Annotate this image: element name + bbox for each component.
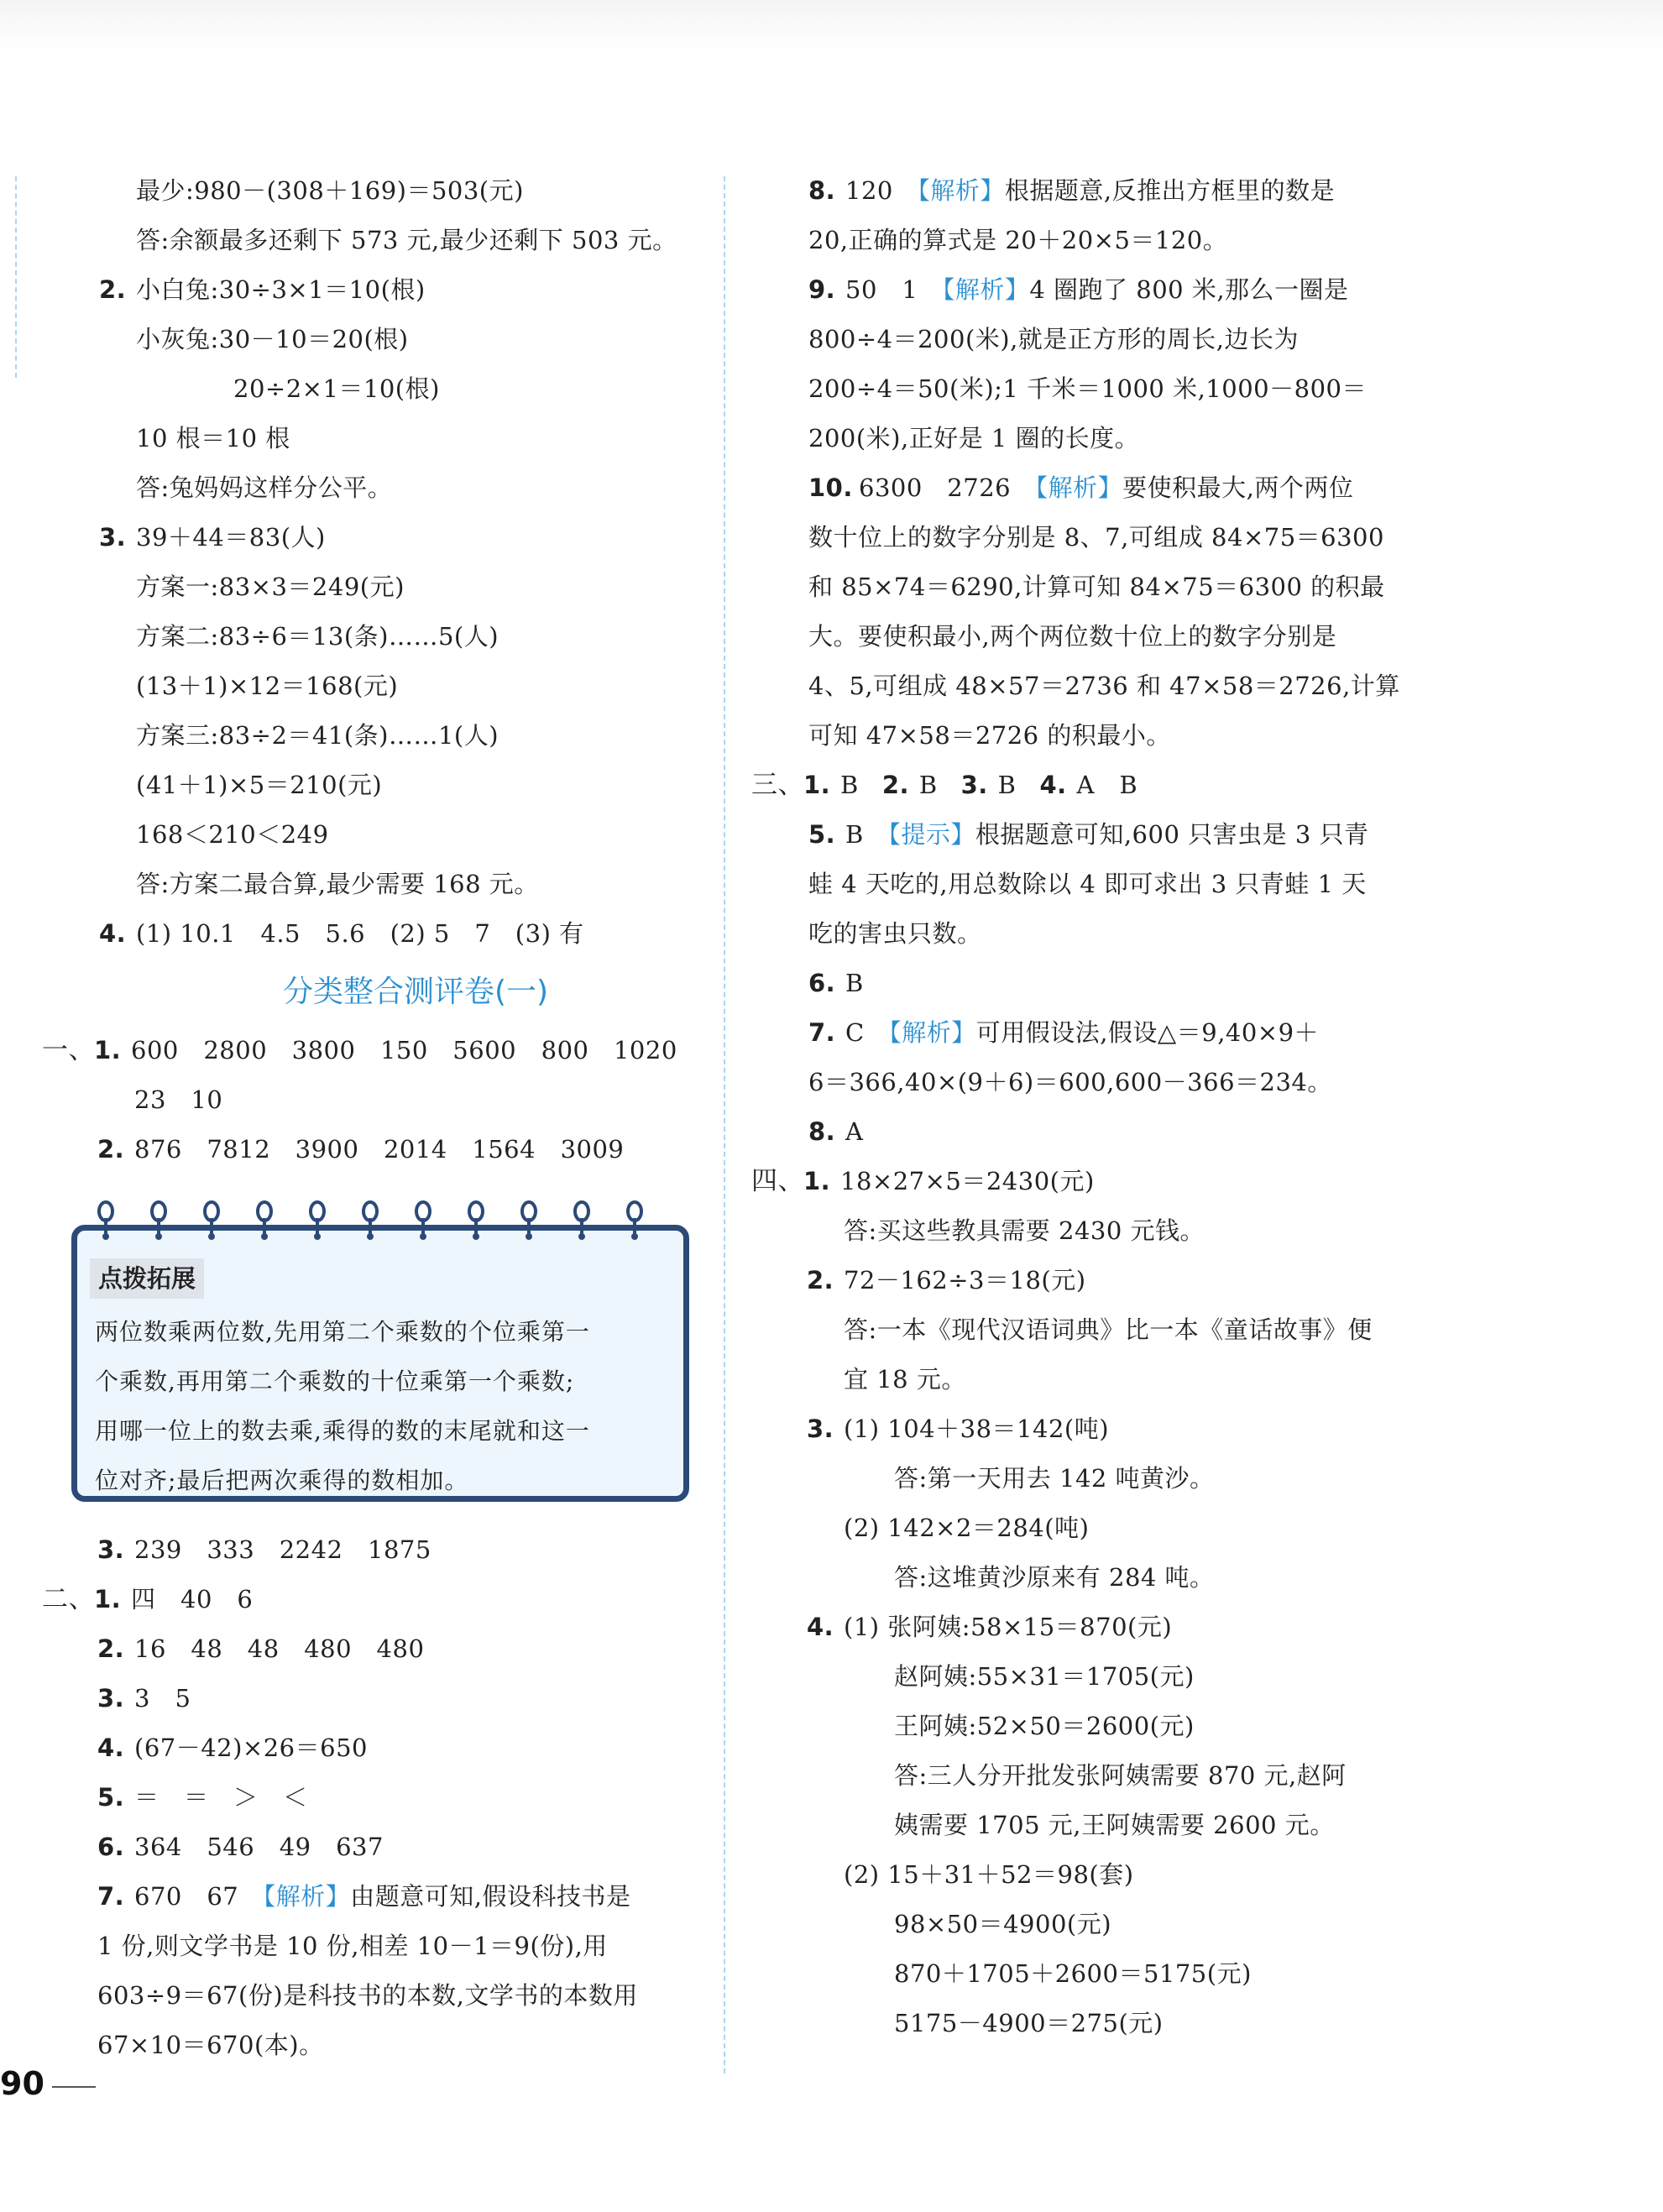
item-answer: B [845, 820, 889, 849]
answer-item-2 [42, 265, 705, 315]
item-number: 7. [97, 1882, 125, 1911]
column-divider [724, 176, 725, 2073]
item-answer: 670 67 [134, 1882, 264, 1911]
text-line: 答:一本《现代汉语词典》比一本《童话故事》便 [844, 1315, 1373, 1344]
section-label: 二、 [42, 1584, 95, 1614]
notebook-ring-icon [573, 1200, 591, 1242]
item-text: 根据题意,反推出方框里的数是 [1004, 176, 1336, 205]
answer-item-8 [751, 166, 1423, 216]
section-1-item-2 [42, 1125, 705, 1174]
notebook-ring-icon [202, 1200, 221, 1242]
page-number-rule [52, 2086, 96, 2088]
item-number: 2. [881, 771, 910, 799]
text-line: 答:兔妈妈这样分公平。 [136, 473, 393, 502]
text-line: 方案三:83÷2＝41(条)……1(人) [136, 721, 499, 750]
item-text: 4 圈跑了 800 米,那么一圈是 [1029, 275, 1349, 304]
text-line: 603÷9＝67(份)是科技书的本数,文学书的本数用 [97, 1981, 638, 2010]
section-2-item-7 [42, 1872, 705, 1922]
item-text: ＝ ＝ ＞ ＜ [134, 1783, 308, 1812]
item-number: 4. [807, 1613, 834, 1641]
item-text: (1) 10.1 4.5 5.6 (2) 5 7 (3) 有 [136, 919, 584, 948]
text-line: 大。要使积最小,两个两位数十位上的数字分别是 [808, 622, 1337, 651]
item-text: 3 5 [134, 1684, 191, 1713]
section-3-item-7 [751, 1008, 1423, 1058]
item-answer: 6300 2726 [859, 473, 1036, 502]
notebook-ring-icon [97, 1200, 115, 1242]
text-line: 方案一:83×3＝249(元) [136, 573, 405, 601]
section-2-item-4 [42, 1723, 705, 1773]
item-text: A [845, 1117, 864, 1146]
notebook-ring-icon [625, 1200, 644, 1242]
section-3-item-8 [751, 1107, 1423, 1157]
notebook-rings [97, 1200, 676, 1250]
item-text: 72－162÷3＝18(元) [844, 1266, 1086, 1294]
item-text: 由题意可知,假设科技书是 [350, 1882, 631, 1911]
item-answer: C [845, 1018, 890, 1047]
text-line: 吃的害虫只数。 [808, 919, 982, 948]
answer-item-9 [751, 265, 1423, 315]
text-line: 98×50＝4900(元) [894, 1910, 1112, 1938]
section-3-item-5 [751, 810, 1423, 860]
item-text: A B [1076, 771, 1138, 799]
text-line: 23 10 [134, 1085, 223, 1114]
item-text: 根据题意可知,600 只害虫是 3 只青 [975, 820, 1369, 849]
text-line: (2) 15＋31＋52＝98(套) [844, 1860, 1134, 1889]
item-text: (1) 张阿姨:58×15＝870(元) [844, 1613, 1173, 1641]
item-text: 364 546 49 637 [134, 1833, 384, 1861]
text-line: 答:方案二最合算,最少需要 168 元。 [136, 870, 539, 898]
text-line: 答:这堆黄沙原来有 284 吨。 [894, 1563, 1215, 1592]
top-shade [0, 0, 1663, 50]
item-text: (67－42)×26＝650 [134, 1734, 368, 1762]
page-number: 90 [0, 2065, 44, 2102]
hint-tag: 【提示】 [888, 820, 975, 849]
text-line: 答:余额最多还剩下 573 元,最少还剩下 503 元。 [136, 226, 677, 254]
notebook-ring-icon [414, 1200, 432, 1242]
analysis-tag: 【解析】 [1035, 473, 1123, 502]
section-4-item-3 [751, 1404, 1423, 1454]
item-number: 4. [1039, 771, 1067, 799]
text-line: 6＝366,40×(9＋6)＝600,600－366＝234。 [808, 1068, 1332, 1096]
item-number: 2. [97, 1135, 125, 1164]
item-number: 8. [808, 1117, 836, 1146]
item-number: 4. [99, 919, 127, 948]
text-line: 10 根＝10 根 [136, 424, 290, 452]
text-line: 168＜210＜249 [136, 820, 329, 849]
notebook-ring-icon [255, 1200, 274, 1242]
analysis-tag: 【解析】 [942, 275, 1030, 304]
item-text: 18×27×5＝2430(元) [840, 1167, 1095, 1195]
text-line: 200÷4＝50(米);1 千米＝1000 米,1000－800＝ [808, 374, 1367, 403]
notebook-ring-icon [149, 1200, 168, 1242]
item-text: 四 40 6 [131, 1585, 254, 1613]
section-1-item-3 [42, 1525, 705, 1575]
section-2-item-3 [42, 1674, 705, 1723]
item-number: 5. [97, 1783, 125, 1812]
tips-notebox [71, 1200, 689, 1502]
text-line: 67×10＝670(本)。 [97, 2031, 324, 2059]
section-3-items-1-4 [751, 761, 1423, 810]
text-line: 20÷2×1＝10(根) [233, 374, 440, 403]
item-answer: 120 [845, 176, 918, 205]
notebook-ring-icon [520, 1200, 538, 1242]
item-number: 4. [97, 1734, 125, 1762]
item-text: 876 7812 3900 2014 1564 3009 [134, 1135, 625, 1164]
item-number: 8. [808, 176, 836, 205]
note-line: 位对齐;最后把两次乘得的数相加。 [95, 1467, 469, 1494]
text-line: 5175－4900＝275(元) [894, 2009, 1164, 2037]
item-number: 1. [803, 1167, 831, 1195]
text-line: 赵阿姨:55×31＝1705(元) [894, 1662, 1195, 1691]
item-number: 3. [807, 1415, 834, 1443]
answer-item-4 [42, 909, 705, 959]
left-column [42, 166, 705, 2070]
notebook-ring-icon [467, 1200, 485, 1242]
text-line: 1 份,则文学书是 10 份,相差 10－1＝9(份),用 [97, 1932, 608, 1960]
item-text: 要使积最大,两个两位 [1122, 473, 1354, 502]
text-line: 答:买这些教具需要 2430 元钱。 [844, 1216, 1205, 1245]
notebox-body [95, 1307, 674, 1505]
item-number: 3. [960, 771, 988, 799]
text-line: (13＋1)×12＝168(元) [136, 672, 399, 700]
item-text: B [997, 771, 1017, 799]
text-line: 蛙 4 天吃的,用总数除以 4 即可求出 3 只青蛙 1 天 [808, 870, 1367, 898]
section-4-item-1 [751, 1157, 1423, 1206]
item-number: 1. [94, 1585, 122, 1613]
section-label: 一、 [42, 1035, 95, 1065]
text-line: 可知 47×58＝2726 的积最小。 [808, 721, 1171, 750]
section-label: 四、 [751, 1166, 804, 1196]
section-heading: 分类整合测评卷(一) [282, 975, 549, 1009]
text-line: 方案二:83÷6＝13(条)……5(人) [136, 622, 499, 651]
note-line: 两位数乘两位数,先用第二个乘数的个位乘第一 [95, 1318, 590, 1346]
text-line: 4、5,可组成 48×57＝2736 和 47×58＝2726,计算 [808, 672, 1400, 700]
item-text: 可用假设法,假设△＝9,40×9＋ [975, 1018, 1320, 1047]
section-2-item-6 [42, 1822, 705, 1872]
text-line: (41＋1)×5＝210(元) [136, 771, 383, 799]
section-2-item-2 [42, 1624, 705, 1674]
item-number: 2. [97, 1634, 125, 1663]
item-answer: 50 1 [845, 275, 943, 304]
item-text: (1) 104＋38＝142(吨) [844, 1415, 1110, 1443]
section-3-item-6 [751, 959, 1423, 1008]
section-1-item-1 [42, 1026, 705, 1075]
text-line: 答:第一天用去 142 吨黄沙。 [894, 1464, 1215, 1493]
section-label: 三、 [751, 770, 804, 800]
item-number: 9. [808, 275, 836, 304]
text-line: 200(米),正好是 1 圈的长度。 [808, 424, 1140, 452]
text-line: 最少:980－(308＋169)＝503(元) [136, 176, 524, 205]
item-text: 39＋44＝83(人) [136, 523, 326, 552]
notebook-ring-icon [361, 1200, 379, 1242]
item-number: 5. [808, 820, 836, 849]
item-number: 3. [97, 1535, 125, 1564]
item-number: 7. [808, 1018, 836, 1047]
item-number: 2. [99, 275, 127, 304]
analysis-tag: 【解析】 [889, 1018, 976, 1047]
text-line: 数十位上的数字分别是 8、7,可组成 84×75＝6300 [808, 523, 1384, 552]
section-2-item-1 [42, 1575, 705, 1624]
item-number: 3. [97, 1684, 125, 1713]
note-line: 个乘数,再用第二个乘数的十位乘第一个乘数; [95, 1367, 575, 1395]
text-line: (2) 142×2＝284(吨) [844, 1514, 1090, 1542]
note-line: 用哪一位上的数去乘,乘得的数的末尾就和这一 [95, 1417, 590, 1445]
answer-item-10 [751, 463, 1423, 513]
item-number: 2. [807, 1266, 834, 1294]
text-line: 和 85×74＝6290,计算可知 84×75＝6300 的积最 [808, 573, 1385, 601]
left-margin-rule [15, 176, 17, 378]
text-line: 宜 18 元。 [844, 1365, 966, 1394]
item-text: 16 48 48 480 480 [134, 1634, 425, 1663]
text-line: 870＋1705＋2600＝5175(元) [894, 1959, 1252, 1988]
text-line: 小灰兔:30－10＝20(根) [136, 325, 409, 353]
answer-item-3 [42, 513, 705, 562]
item-number: 10. [808, 473, 853, 502]
item-number: 1. [94, 1036, 122, 1064]
item-text: B [840, 771, 859, 799]
text-line: 800÷4＝200(米),就是正方形的周长,边长为 [808, 325, 1300, 353]
analysis-tag: 【解析】 [918, 176, 1005, 205]
item-text: 小白兔:30÷3×1＝10(根) [136, 275, 426, 304]
item-number: 1. [803, 771, 831, 799]
item-number: 6. [808, 969, 836, 997]
item-text: B [918, 771, 938, 799]
section-2-item-5 [42, 1773, 705, 1822]
text-line: 20,正确的算式是 20＋20×5＝120。 [808, 226, 1228, 254]
item-text: B [845, 969, 864, 997]
item-text: 600 2800 3800 150 5600 800 1020 [131, 1036, 677, 1064]
text-line: 王阿姨:52×50＝2600(元) [894, 1712, 1195, 1740]
item-number: 6. [97, 1833, 125, 1861]
section-4-item-4 [751, 1603, 1423, 1652]
notebox-title: 点拨拓展 [90, 1258, 204, 1299]
notebook-ring-icon [308, 1200, 327, 1242]
text-line: 答:三人分开批发张阿姨需要 870 元,赵阿 [894, 1761, 1347, 1790]
section-4-item-2 [751, 1256, 1423, 1305]
right-column [751, 166, 1423, 2048]
text-line: 姨需要 1705 元,王阿姨需要 2600 元。 [894, 1811, 1335, 1839]
item-number: 3. [99, 523, 127, 552]
analysis-tag: 【解析】 [263, 1882, 351, 1911]
item-text: 239 333 2242 1875 [134, 1535, 431, 1564]
